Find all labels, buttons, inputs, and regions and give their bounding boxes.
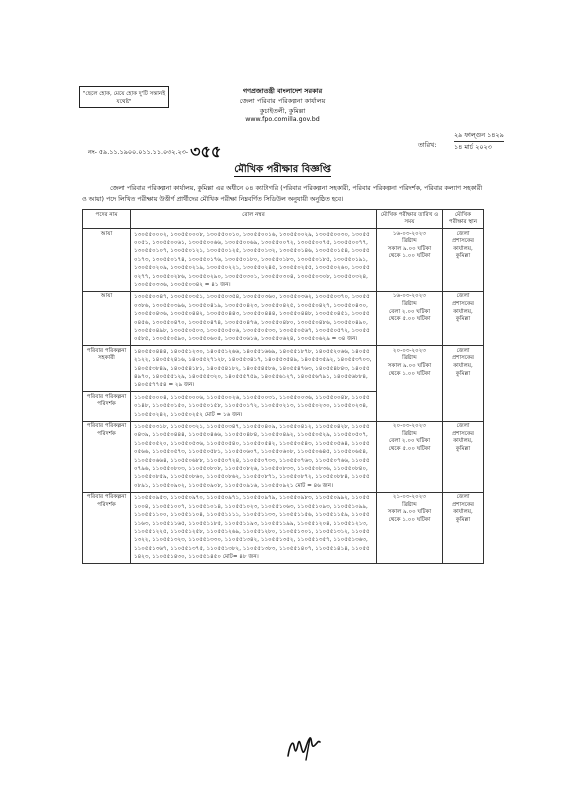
venue-cell bbox=[443, 229, 484, 292]
roll-cell: ১৩০৫৫০৩৪৭, ১৩০৫৫০৩৫১, ১৩০৫৫০৩৫৪, ১৩০৫৫০৩৬০, ১৩০৫৫০৩৬২, ১৩০৫৫০৩৭০, ১৩০৫৫০৩৮৬, ১৩০৫৫০৩৯৬, ১৩০৫৫০৪১৯, ১৩০৫৫০৪২৩, ১৩০৫৫০৪২৫, ১৩০৫৫০৪২৭, ১৩০৫৫০৪৩০, ১৩০৫৫০৪৩৬, ১৩০৫৫০৪৪২, ১৩০৫৫০৪৪৩, ১৩০৫৫০৪৪৪, ১৩০৫৫০৪৪৮, ১৩০৫৫০৪৫১, ১৩০৫৫০৪৫৬, ১৩০৫৫০৪৭০, ১৩০৫৫০৪৭৪, ১৩০৫৫০৪৭৬, ১৩০৫৫০৪৮০, ১৩০৫৫০৪৮৬, ১৩০৫৫০৪৯০, ১৩০৫৫০৪৯৮, ১৩০৫৫০৫০৩, ১৩০৫৫০৫০৬, ১৩০৫৫০৫৩৩, ১৩০৫৫০৫৬৭, ১৩০৫৫০৫৭২, ১৩০৫৫০৫৮৫, ১৩০৫৫০৫৯০, ১৩০৫৫০৬০৫, ১৩০৫৫০৬১৬, ১৩০৫৫০৬২৪, ১৩০৫৫০৬২৯ = ৩৪ জন। bbox=[131, 291, 377, 345]
table-row bbox=[83, 346, 484, 392]
date-block bbox=[454, 130, 504, 153]
date-line: ১৬-০৩-২০২৩ bbox=[392, 230, 427, 237]
memo-number bbox=[88, 136, 221, 163]
venue-line: কার্যালয়, bbox=[453, 509, 473, 516]
date-line: থেকে ৫.০০ ঘটিকা bbox=[388, 316, 431, 323]
header-roll: রোল নম্বর bbox=[131, 210, 377, 229]
venue-line: কার্যালয়, bbox=[453, 438, 473, 445]
table-header-row bbox=[83, 210, 484, 229]
date-line: খ্রিষ্টাব্দ bbox=[402, 501, 417, 508]
office-name: জেলা পরিবার পরিকল্পনা কার্যালয় bbox=[239, 97, 326, 105]
date-line: বেলা ২.০০ ঘটিকা bbox=[388, 308, 431, 315]
header-date: মৌখিক পরীক্ষার তারিখ ও সময় bbox=[377, 210, 443, 229]
venue-line: কার্যালয়, bbox=[453, 308, 473, 315]
table-row bbox=[83, 492, 484, 563]
date-line: সকাল ৯.০০ ঘটিকা bbox=[387, 245, 432, 252]
date-bangla: ২৯ ফাল্গুন ১৪২৯ bbox=[454, 130, 504, 142]
roll-cell: ১১০৫৫০০০৪, ১১০৫৫০০০৬, ১১০৫৫০০২৬, ১১০৫৫০০৩১, ১১০৫৫০০৩৬, ১১০৫৫০০৪৮, ১১০৫৫০১৪৮, ১১০৫৫০১৫০, ১১০৫৫০১৫৮, ১১০৫৫০১৭২, ১১০৫৫০২১৩, ১১০৫৫০২৩০, ১১০৫৫০২৩৪, ১১০৫৫০২৪২, ১১০৫৫০২৫২ মোট = ১৬ জন। bbox=[131, 392, 377, 421]
venue-line: কুমিল্লা bbox=[455, 445, 471, 452]
venue-line: কুমিল্লা bbox=[455, 253, 471, 260]
notice-intro: জেলা পরিবার পরিকল্পনা কার্যালয়, কুমিল্লা এর অধীনে ০৪ ক্যাটাগরি (পরিবার পরিকল্পনা সহকারী, পরিবার পরিকল্পনা পরিদর্শক, পরিবার কল্যাণ সহকারী ও আয়া) পদে লিখিত পরীক্ষায় উত্তীর্ণ প্রার্থীদের মৌখিক পরীক্ষা নিম্নবর্ণিত সিডিউল অনুযায়ী অনুষ্ঠিত হবে। bbox=[82, 185, 482, 203]
date-line: খ্রিষ্টাব্দ bbox=[402, 238, 417, 245]
venue-line: কুমিল্লা bbox=[455, 370, 471, 377]
venue-cell bbox=[443, 346, 484, 421]
schedule-table bbox=[82, 209, 484, 564]
date-line: বেলা ২.০০ ঘটিকা bbox=[388, 438, 431, 445]
post-cell: আয়া bbox=[83, 229, 131, 292]
venue-line: কার্যালয়, bbox=[453, 245, 473, 252]
date-line: থেকে ১.০০ ঘটিকা bbox=[388, 370, 431, 377]
table-row bbox=[83, 421, 484, 492]
venue-cell bbox=[443, 291, 484, 345]
venue-line: জেলা bbox=[456, 423, 470, 430]
roll-cell: ১৩০৫৫০০০২, ১৩০৫৫০০০৮, ১৩০৫৫০০১০, ১৩০৫৫০০১৬, ১৩০৫৫০০২৯, ১৩০৫৫০০৩০, ১৩০৫৫০০৫১, ১৩০৫৫০০৬১, ১৩০৫৫০০৬৬, ১৩০৫৫০০৬৯, ১৩০৫৫০০৭২, ১৩০৫৫০০৭৫, ১৩০৫৫০০৭৭, ১৩০৫৫০১০৭, ১৩০৫৫০১২১, ১৩০৫৫০১২৫, ১৩০৫৫০১৩২, ১৩০৫৫০১৪৬, ১৩০৫৫০১৫৪, ১৩০৫৫০১৭৩, ১৩০৫৫০১৭৪, ১৩০৫৫০১৭৬, ১৩০৫৫০১৮০, ১৩০৫৫০১৮৩, ১৩০৫৫০১৮৫, ১৩০৫৫০১৯১, ১৩০৫৫০২০৯, ১৩০৫৫০২১৯, ১৩০৫৫০২২১, ১৩০৫৫০২৪৫, ১৩০৫৫০২৫৫, ১৩০৫৫০২৬০, ১৩০৫৫০২৭৭, ১৩০৫৫০২৮৬, ১৩০৫৫০২৯০, ১৩০৫৫০৩০১, ১৩০৫৫০৩০৪, ১৩০৫৫০৩০৮, ১৩০৫৫০৩২৪, ১৩০৫৫০৩৩৬, ১৩০৫৫০৩৪২ = ৪১ জন। bbox=[131, 229, 377, 292]
signature-mark bbox=[284, 732, 324, 762]
date-label: তারিখ: bbox=[418, 141, 437, 149]
slogan-box: "ছেলে হোক, মেয়ে হোক দু'টি সন্তানই যথেষ্ট" bbox=[79, 86, 169, 108]
venue-cell bbox=[443, 421, 484, 492]
post-cell: পরিবার পরিকল্পনা পরিদর্শক bbox=[83, 421, 131, 492]
venue-cell bbox=[443, 492, 484, 563]
office-website: www.fpo.comilla.gov.bd bbox=[245, 116, 320, 123]
memo-prefix: নং- ৫৯.১১.১৯০০.০১১.১১.০৩২.২৩- bbox=[88, 148, 189, 156]
venue-line: কুমিল্লা bbox=[455, 316, 471, 323]
date-line: থেকে ৫.০০ ঘটিকা bbox=[388, 445, 431, 452]
date-cell bbox=[377, 229, 443, 292]
roll-cell: ১১০৫৫০৩১৮, ১১০৫৫০৩২১, ১১০৫৫০৩৪৭, ১১০৫৫০৪০৯, ১১০৫৫০৪১২, ১১০৫৫০৪২৮, ১১০৫৫০৪৩৯, ১১০৫৫০৪৪৪, ১১০৫৫০৪৬৬, ১১০৫৫০৪৮৪, ১১০৫৫০৪৯২, ১১০৫৫০৫২৯, ১১০৫৫০৫০৭, ১১০৫৫০৫২০, ১১০৫৫০৫৩৬, ১১০৫৫০৫৪০, ১১০৫৫০৫৪২, ১১০৫৫০৫৪৩, ১১০৫৫০৫৬৪, ১১০৫৫০৫৬৬, ১১০৫৫০৫৭৩, ১১০৫৫০৫৮১, ১১০৫৫০৬০৭, ১১০৫৫০৬০৮, ১১০৫৫০৬৪৫, ১১০৫৫০৬৫৪, ১১০৫৫০৬৬৪, ১১০৫৫০৬৮৮, ১১০৫৫০৭২৪, ১১০৫৫০৭৩৩, ১১০৫৫০৭৬৩, ১১০৫৫০৭৬৬, ১১০৫৫০৭৯৬, ১১০৫৫০৮০৩, ১১০৫৫০৮০৮, ১১০৫৫০৮২৬, ১১০৫৫০৮৩৩, ১১০৫৫০৮৩৬, ১১০৫৫০৮৪০, ১১০৫৫০৮৫৯, ১১০৫৫০৮৬০, ১১০৫৫০৮৬২, ১১০৫৫০৮৭১, ১১০৫৫০৮৭২, ১১০৫৫০৮৮৪, ১১০৫৫০৮৯১, ১১০৫৫০৯০২, ১১০৫৫০৯০৮, ১১০৫৫০৯১৬, ১১০৫৫০৯২১ মোট = ৪৬ জন। bbox=[131, 421, 377, 492]
venue-line: কুমিল্লা bbox=[455, 517, 471, 524]
post-cell: পরিবার পরিকল্পনা সহকারী bbox=[83, 346, 131, 392]
office-address: কুচাইতলী, কুমিল্লা bbox=[259, 107, 306, 115]
date-line: সকাল ৯.০০ ঘটিকা bbox=[387, 362, 432, 369]
date-line: থেকে ১.০০ ঘটিকা bbox=[388, 517, 431, 524]
date-cell bbox=[377, 291, 443, 345]
memo-handwritten-number: ৩৫৫ bbox=[190, 142, 222, 161]
gov-name: গণপ্রজাতন্ত্রী বাংলাদেশ সরকার bbox=[242, 87, 323, 95]
header-venue: মৌখিক পরীক্ষার স্থান bbox=[443, 210, 484, 229]
header-post: পদের নাম bbox=[83, 210, 131, 229]
date-english: ১৪ মার্চ ২০২৩ bbox=[454, 143, 492, 151]
date-line: খ্রিষ্টাব্দ bbox=[402, 300, 417, 307]
venue-line: জেলা bbox=[456, 293, 470, 300]
date-line: খ্রিষ্টাব্দ bbox=[402, 355, 417, 362]
venue-line: প্রশাসকের bbox=[451, 355, 475, 362]
venue-line: প্রশাসকের bbox=[451, 238, 475, 245]
venue-line: জেলা bbox=[456, 494, 470, 501]
notice-title-text: মৌখিক পরীক্ষার বিজ্ঞপ্তি bbox=[234, 164, 331, 175]
venue-line: জেলা bbox=[456, 230, 470, 237]
date-line: ১৬-০৩-২০২৩ bbox=[392, 293, 427, 300]
date-cell bbox=[377, 421, 443, 492]
venue-line: প্রশাসকের bbox=[451, 300, 475, 307]
date-cell bbox=[377, 346, 443, 421]
venue-line: প্রশাসকের bbox=[451, 430, 475, 437]
venue-line: প্রশাসকের bbox=[451, 501, 475, 508]
table-row bbox=[83, 291, 484, 345]
date-line: ২০-০৩-২০২৩ bbox=[392, 347, 427, 354]
notice-title bbox=[0, 162, 565, 179]
date-line: খ্রিষ্টাব্দ bbox=[402, 430, 417, 437]
date-line: ২১-০৩-২০২৩ bbox=[392, 494, 427, 501]
date-cell bbox=[377, 492, 443, 563]
roll-cell: ১১০৫৫০৯৫৩, ১১০৫৫০৯৭০, ১১০৫৫০৯৭১, ১১০৫৫০৯৭৯, ১১০৫৫০৯৮৩, ১১০৫৫০৯৯২, ১১০৫৫১০০৪, ১১০৫৫১০০৭, ১১০৫৫১০১৪, ১১০৫৫১০২৩, ১১০৫৫১০৬৩, ১১০৫৫১০৯৩, ১১০৫৫১০৯৯, ১১০৫৫১১০০, ১১০৫৫১১০৪, ১১০৫৫১১১১, ১১০৫৫১১৩৩, ১১০৫৫১১৫৬, ১১০৫৫১১৫৯, ১১০৫৫১১৬৩, ১১০৫৫১১৬৫, ১১০৫৫১১৮৫, ১১০৫৫১১৯৩, ১১০৫৫১১৯৯, ১১০৫৫১২০৪, ১১০৫৫১২১৩, ১১০৫৫১২২৫, ১১০৫৫১২৫৮, ১১০৫৫১২৬৯, ১১০৫৫১২৮০, ১১০৫৫১৩০১, ১১০৫৫১৩১২, ১১০৫৫১৩২২, ১১০৫৫১৩২৩, ১১০৫৫১৩৩০, ১১০৫৫১৩৪২, ১১০৫৫১৩৫২, ১১০৫৫১৩৫৭, ১১০৫৫১৩৬৩, ১১০৫৫১৩৬৭, ১১০৫৫১৩৭৫, ১১০৫৫১৩৮২, ১১০৫৫১৩৮৩, ১১০৫৫১৪০৭, ১১০৫৫১৪১৪, ১১০৫৫১৪২৩, ১১০৫৫১৪৩০, ১১০৫৫১৪৫০ মোট= ৪৮ জন। bbox=[131, 492, 377, 563]
venue-line: জেলা bbox=[456, 347, 470, 354]
roll-cell: ১৪০৫৫০৪৪৪, ১৪০৫৫১২৩০, ১৪০৫৫১২৬৬, ১৪০৫৫১৬৬৯, ১৪০৫৫১৮৭৮, ১৪০৫৫২০৬৬, ১৪০৫৫২১২২, ১৪০৫৫২৪১৬, ১৪০৫৫২৭১২৮, ১৪০৫৫৩৪১৭, ১৪০৫৫৩৫৪৯, ১৪০৫৫৩৫৯২, ১৪০৫৫৩৭০৩, ১৪০৫৫৩৮৪৯, ১৪০৫৫৪১৮১, ১৪০৫৫৪১৮২, ১৪০৫৫৪৫৮৬, ১৪০৫৫৪৭৬৩, ১৪০৫৫৪৮৪৩, ১৪০৫৫৪৯৭০, ১৪০৫৫৫১২৯, ১৪০৫৫৫৩২০, ১৪০৫৫৫৭৫৯, ১৪০৫৫৬১২৭, ১৪০৫৫৬৭৯১, ১৪০৫৫৬৮৮৪, ১৪০৫৫৭৭৫৪ = ২৯ জন। bbox=[131, 346, 377, 392]
date-line: সকাল ৯.০০ ঘটিকা bbox=[387, 509, 432, 516]
date-line: ২০-০৩-২০২৩ bbox=[392, 423, 427, 430]
date-line: থেকে ১.০০ ঘটিকা bbox=[388, 253, 431, 260]
post-cell: পরিবার পরিকল্পনা পরিদর্শক bbox=[83, 492, 131, 563]
venue-line: কার্যালয়, bbox=[453, 362, 473, 369]
post-cell: আয়া bbox=[83, 291, 131, 345]
post-cell: পরিবার পরিকল্পনা পরিদর্শক bbox=[83, 392, 131, 421]
table-row bbox=[83, 229, 484, 292]
